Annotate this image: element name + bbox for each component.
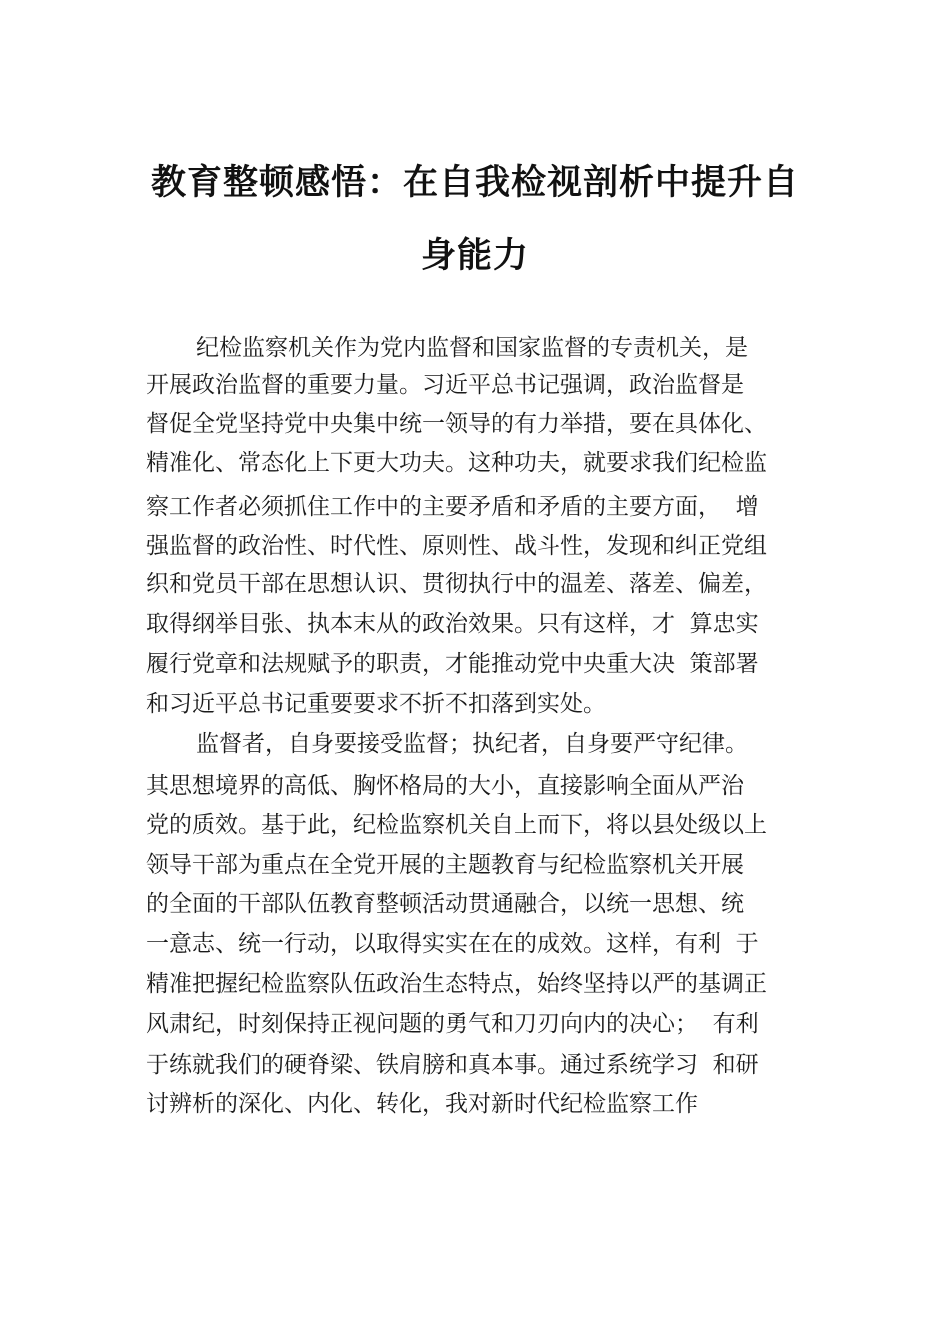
paragraph-2-line-3: 党的质效。基于此，纪检监察机关自上而下，将以县处级以上 — [146, 812, 767, 838]
paragraph-1-line-2: 开展政治监督的重要力量。习近平总书记强调，政治监督是 — [146, 372, 744, 398]
paragraph-2-line-8: 风肃纪，时刻保持正视问题的勇气和刀刃向内的决心； 有利 — [146, 1011, 759, 1037]
paragraph-2-line-1: 监督者，自身要接受监督；执纪者，自身要严守纪律。 — [196, 731, 748, 757]
paragraph-1-line-3: 督促全党坚持党中央集中统一领导的有力举措，要在具体化、 — [146, 411, 767, 437]
paragraph-2-line-10: 讨辨析的深化、内化、转化，我对新时代纪检监察工作 — [146, 1091, 698, 1117]
paragraph-1-line-7: 织和党员干部在思想认识、贯彻执行中的温差、落差、偏差， — [146, 571, 767, 597]
paragraph-2-line-4: 领导干部为重点在全党开展的主题教育与纪检监察机关开展 — [146, 852, 744, 878]
paragraph-1-line-4: 精准化、常态化上下更大功夫。这种功夫，就要求我们纪检监 — [146, 450, 767, 476]
paragraph-1-line-1: 纪检监察机关作为党内监督和国家监督的专责机关，是 — [196, 335, 748, 361]
paragraph-1-line-10: 和习近平总书记重要要求不折不扣落到实处。 — [146, 691, 606, 717]
paragraph-1-line-5: 察工作者必须抓住工作中的主要矛盾和矛盾的主要方面， 增 — [146, 494, 759, 520]
document-title-line-2: 身能力 — [420, 236, 529, 276]
paragraph-1-line-6: 强监督的政治性、时代性、原则性、战斗性，发现和纠正党组 — [146, 533, 767, 559]
paragraph-2-line-7: 精准把握纪检监察队伍政治生态特点，始终坚持以严的基调正 — [146, 971, 767, 997]
paragraph-1-line-9: 履行党章和法规赋予的职责，才能推动党中央重大决 策部署 — [146, 651, 759, 677]
paragraph-1-line-8: 取得纲举目张、执本末从的政治效果。只有这样，才 算忠实 — [146, 611, 759, 637]
paragraph-2-line-9: 于练就我们的硬脊梁、铁肩膀和真本事。通过系统学习 和研 — [146, 1052, 759, 1078]
paragraph-2-line-5: 的全面的干部队伍教育整顿活动贯通融合，以统一思想、统 — [146, 891, 744, 917]
paragraph-2-line-2: 其思想境界的高低、胸怀格局的大小，直接影响全面从严治 — [146, 773, 744, 799]
paragraph-2-line-6: 一意志、统一行动，以取得实实在在的成效。这样，有利 于 — [146, 931, 759, 957]
document-title-line-1: 教育整顿感悟：在自我检视剖析中提升自 — [150, 163, 799, 203]
